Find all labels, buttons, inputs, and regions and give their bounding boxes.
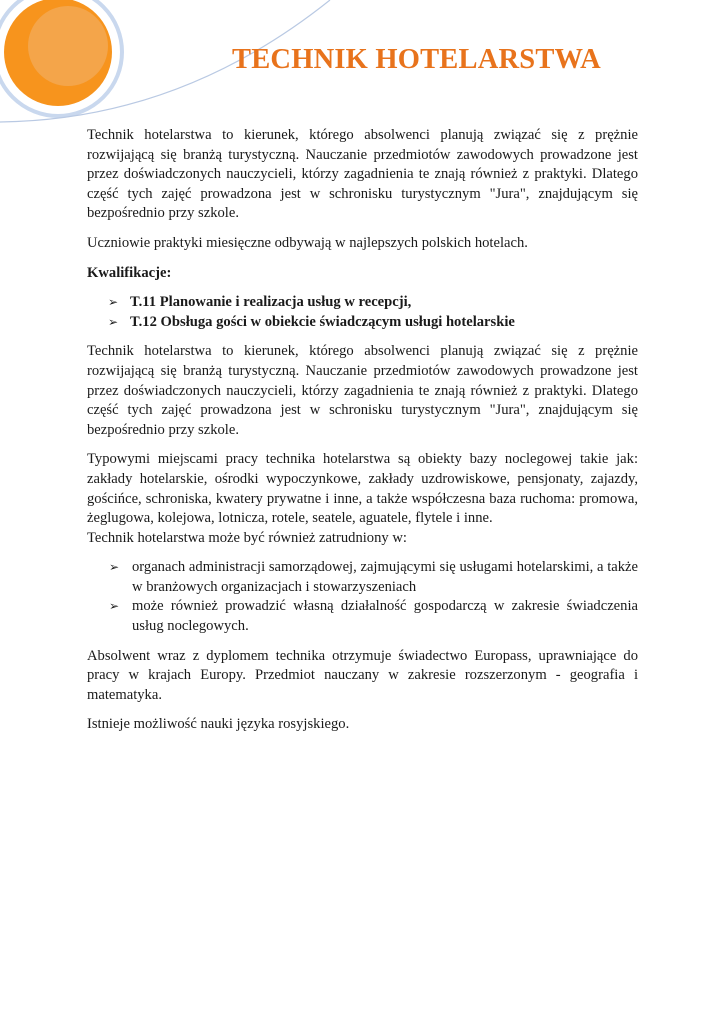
qualifications-list xyxy=(87,293,638,332)
practice-paragraph: Uczniowie praktyki miesięczne odbywają w najlepszych polskich hotelach. xyxy=(87,234,528,251)
intro-paragraph: Technik hotelarstwa to kierunek, którego absolwenci planują związać się z prężnie rozwijającą się branżą turystyczną. Nauczanie przedmiotów zawodowych prowadzone jest przez doświadczonych nauczycieli, którzy zagadnienia te znają również z praktyki. Dlatego część tych zajęć prowadzona jest w schronisku turystycznym "Jura", znajdującym się bezpośrednio przy szkole. xyxy=(87,127,638,222)
page-title: TECHNIK HOTELARSTWA xyxy=(232,44,601,75)
document-body xyxy=(87,126,638,745)
europass-paragraph: Absolwent wraz z dyplomem technika otrzymuje świadectwo Europass, uprawniające do pracy w krajach Europy. Przedmiot nauczany w zakresie rozszerzonym - geografia i matematyka. xyxy=(87,647,638,703)
employment-text: organach administracji samorządowej, zajmującymi się usługami hotelarskimi, a także w branżowych organizacjach i stowarzyszeniach xyxy=(132,559,638,595)
employment-paragraph: Technik hotelarstwa może być również zatrudniony w: xyxy=(87,529,407,546)
list-item xyxy=(87,597,638,636)
russian-paragraph: Istnieje możliwość nauki języka rosyjskiego. xyxy=(87,716,350,733)
qualification-text: T.11 Planowanie i realizacja usług w recepcji, xyxy=(130,294,412,311)
list-item xyxy=(87,558,638,597)
arrow-bullet-icon: ➢ xyxy=(108,295,119,310)
arrow-bullet-icon: ➢ xyxy=(109,599,120,614)
employment-text: może również prowadzić własną działalność gospodarczą w zakresie świadczenia usług noclegowych. xyxy=(132,598,638,635)
qualification-text: T.12 Obsługa gości w obiekcie świadczącym usługi hotelarskie xyxy=(130,313,515,330)
list-item xyxy=(87,313,638,333)
qualifications-heading: Kwalifikacje: xyxy=(87,264,172,281)
intro-repeat-paragraph: Technik hotelarstwa to kierunek, którego absolwenci planują związać się z prężnie rozwijającą się branżą turystyczną. Nauczanie przedmiotów zawodowych prowadzone jest przez doświadczonych nauczycieli, którzy zagadnienia te znają również z praktyki. Dlatego część tych zajęć prowadzona jest w schronisku turystycznym "Jura", znajdującym się bezpośrednio przy szkole. xyxy=(87,343,638,438)
workplaces-paragraph: Typowymi miejscami pracy technika hotelarstwa są obiekty bazy noclegowej takie jak: zakłady hotelarskie, ośrodki wypoczynkowe, zakłady uzdrowiskowe, pensjonaty, zajazdy, gościńce, schroniska, kwatery prywatne i inne, a także współczesna baza ruchoma: promowa, żeglugowa, kolejowa, lotnicza, rotele, seatele, aguatele, flytele i inne. xyxy=(87,451,638,527)
arrow-bullet-icon: ➢ xyxy=(109,560,120,575)
arrow-bullet-icon: ➢ xyxy=(108,314,119,329)
list-item xyxy=(87,293,638,313)
decoration-circle-inner xyxy=(28,6,108,86)
employment-list xyxy=(87,558,638,636)
